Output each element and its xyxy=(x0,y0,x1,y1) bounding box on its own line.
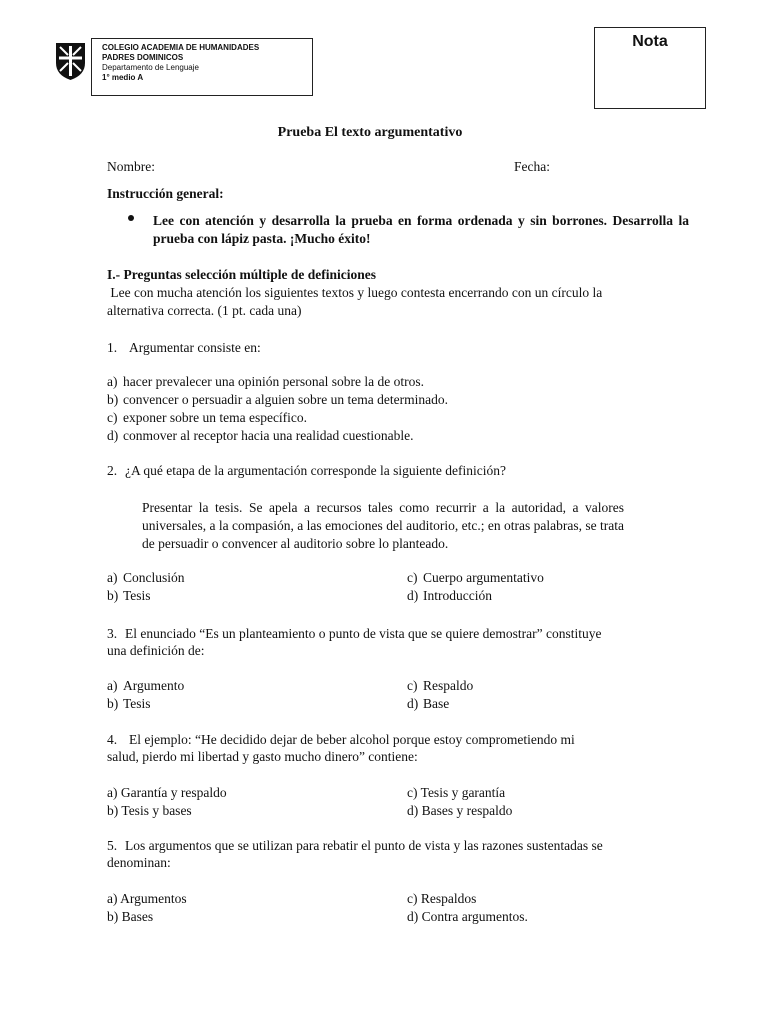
question-5-option-d[interactable]: d) Contra argumentos. xyxy=(407,909,528,924)
school-order: PADRES DOMINICOS xyxy=(102,53,184,62)
question-5-text-line2: denominan: xyxy=(107,855,171,870)
question-5-option-a[interactable]: a) Argumentos xyxy=(107,891,187,906)
date-field-label: Fecha: xyxy=(514,159,550,174)
question-2-quote: Presentar la tesis. Se apela a recursos tales como recurrir a la autoridad, a valores universales, a la compasión, a las emociones del auditorio, etc.; en otras palabras, se trata de persuadir o convencer al auditorio sobre lo planteado. xyxy=(142,500,624,551)
question-1-option-a[interactable]: a) hacer prevalecer una opinión personal sobre la de otros. xyxy=(107,374,425,389)
instruction-text: Lee con atención y desarrolla la prueba en forma ordenada y sin borrones. Desarrolla la prueba con lápiz pasta. ¡Mucho éxito! xyxy=(153,213,689,246)
question-1-option-b[interactable]: b) convencer o persuadir a alguien sobre un tema determinado. xyxy=(107,392,448,407)
question-3-option-a[interactable]: a) Argumento xyxy=(107,678,185,693)
question-2-option-c[interactable]: c) Cuerpo argumentativo xyxy=(407,570,544,585)
question-5-text-line1: Los argumentos que se utilizan para rebatir el punto de vista y las razones sustentadas se xyxy=(125,838,603,853)
question-3-number: 3. xyxy=(107,626,118,641)
question-1-option-d[interactable]: d) conmover al receptor hacia una realidad cuestionable. xyxy=(107,428,414,443)
school-grade: 1° medio A xyxy=(102,73,144,82)
question-5-number: 5. xyxy=(107,838,118,853)
question-3-option-c[interactable]: c) Respaldo xyxy=(407,678,474,693)
question-3-option-d[interactable]: d) Base xyxy=(407,696,450,711)
question-5-option-b[interactable]: b) Bases xyxy=(107,909,154,924)
section-intro-line1: Lee con mucha atención los siguientes textos y luego contesta encerrando con un círculo la xyxy=(107,285,603,300)
name-field-label: Nombre: xyxy=(107,159,155,174)
question-4-option-b[interactable]: b) Tesis y bases xyxy=(107,803,192,818)
bullet-icon xyxy=(128,215,134,221)
question-2-option-a[interactable]: a) Conclusión xyxy=(107,570,185,585)
school-name: COLEGIO ACADEMIA DE HUMANIDADES xyxy=(102,43,260,52)
question-4-option-a[interactable]: a) Garantía y respaldo xyxy=(107,785,227,800)
section-intro-line2: alternativa correcta. (1 pt. cada una) xyxy=(107,303,302,318)
question-4-option-c[interactable]: c) Tesis y garantía xyxy=(407,785,506,800)
question-2-text: ¿A qué etapa de la argumentación corresponde la siguiente definición? xyxy=(125,463,506,478)
question-4-option-d[interactable]: d) Bases y respaldo xyxy=(407,803,513,818)
school-info-box xyxy=(91,38,313,96)
school-crest-logo xyxy=(54,41,87,81)
question-1-text: Argumentar consiste en: xyxy=(129,340,261,355)
question-1-option-c[interactable]: c) exponer sobre un tema específico. xyxy=(107,410,308,425)
question-2-option-b[interactable]: b) Tesis xyxy=(107,588,151,603)
page-title: Prueba El texto argumentativo xyxy=(277,125,463,140)
question-3-text-line1: El enunciado “Es un planteamiento o punto de vista que se quiere demostrar” constituye xyxy=(125,626,602,641)
question-4-text-line1: El ejemplo: “He decidido dejar de beber alcohol porque estoy comprometiendo mi xyxy=(129,732,575,747)
question-1-number: 1. xyxy=(107,340,118,355)
question-5-option-c[interactable]: c) Respaldos xyxy=(407,891,477,906)
instruction-heading: Instrucción general: xyxy=(107,186,224,201)
grade-label: Nota xyxy=(632,33,668,50)
section-heading: I.- Preguntas selección múltiple de definiciones xyxy=(107,267,376,282)
question-4-number: 4. xyxy=(107,732,118,747)
grade-box[interactable] xyxy=(594,27,706,109)
question-3-option-b[interactable]: b) Tesis xyxy=(107,696,151,711)
school-department: Departamento de Lenguaje xyxy=(102,63,199,72)
question-3-text-line2: una definición de: xyxy=(107,643,205,658)
question-4-text-line2: salud, pierdo mi libertad y gasto mucho dinero” contiene: xyxy=(107,749,418,764)
question-2-number: 2. xyxy=(107,463,118,478)
question-2-option-d[interactable]: d) Introducción xyxy=(407,588,492,603)
